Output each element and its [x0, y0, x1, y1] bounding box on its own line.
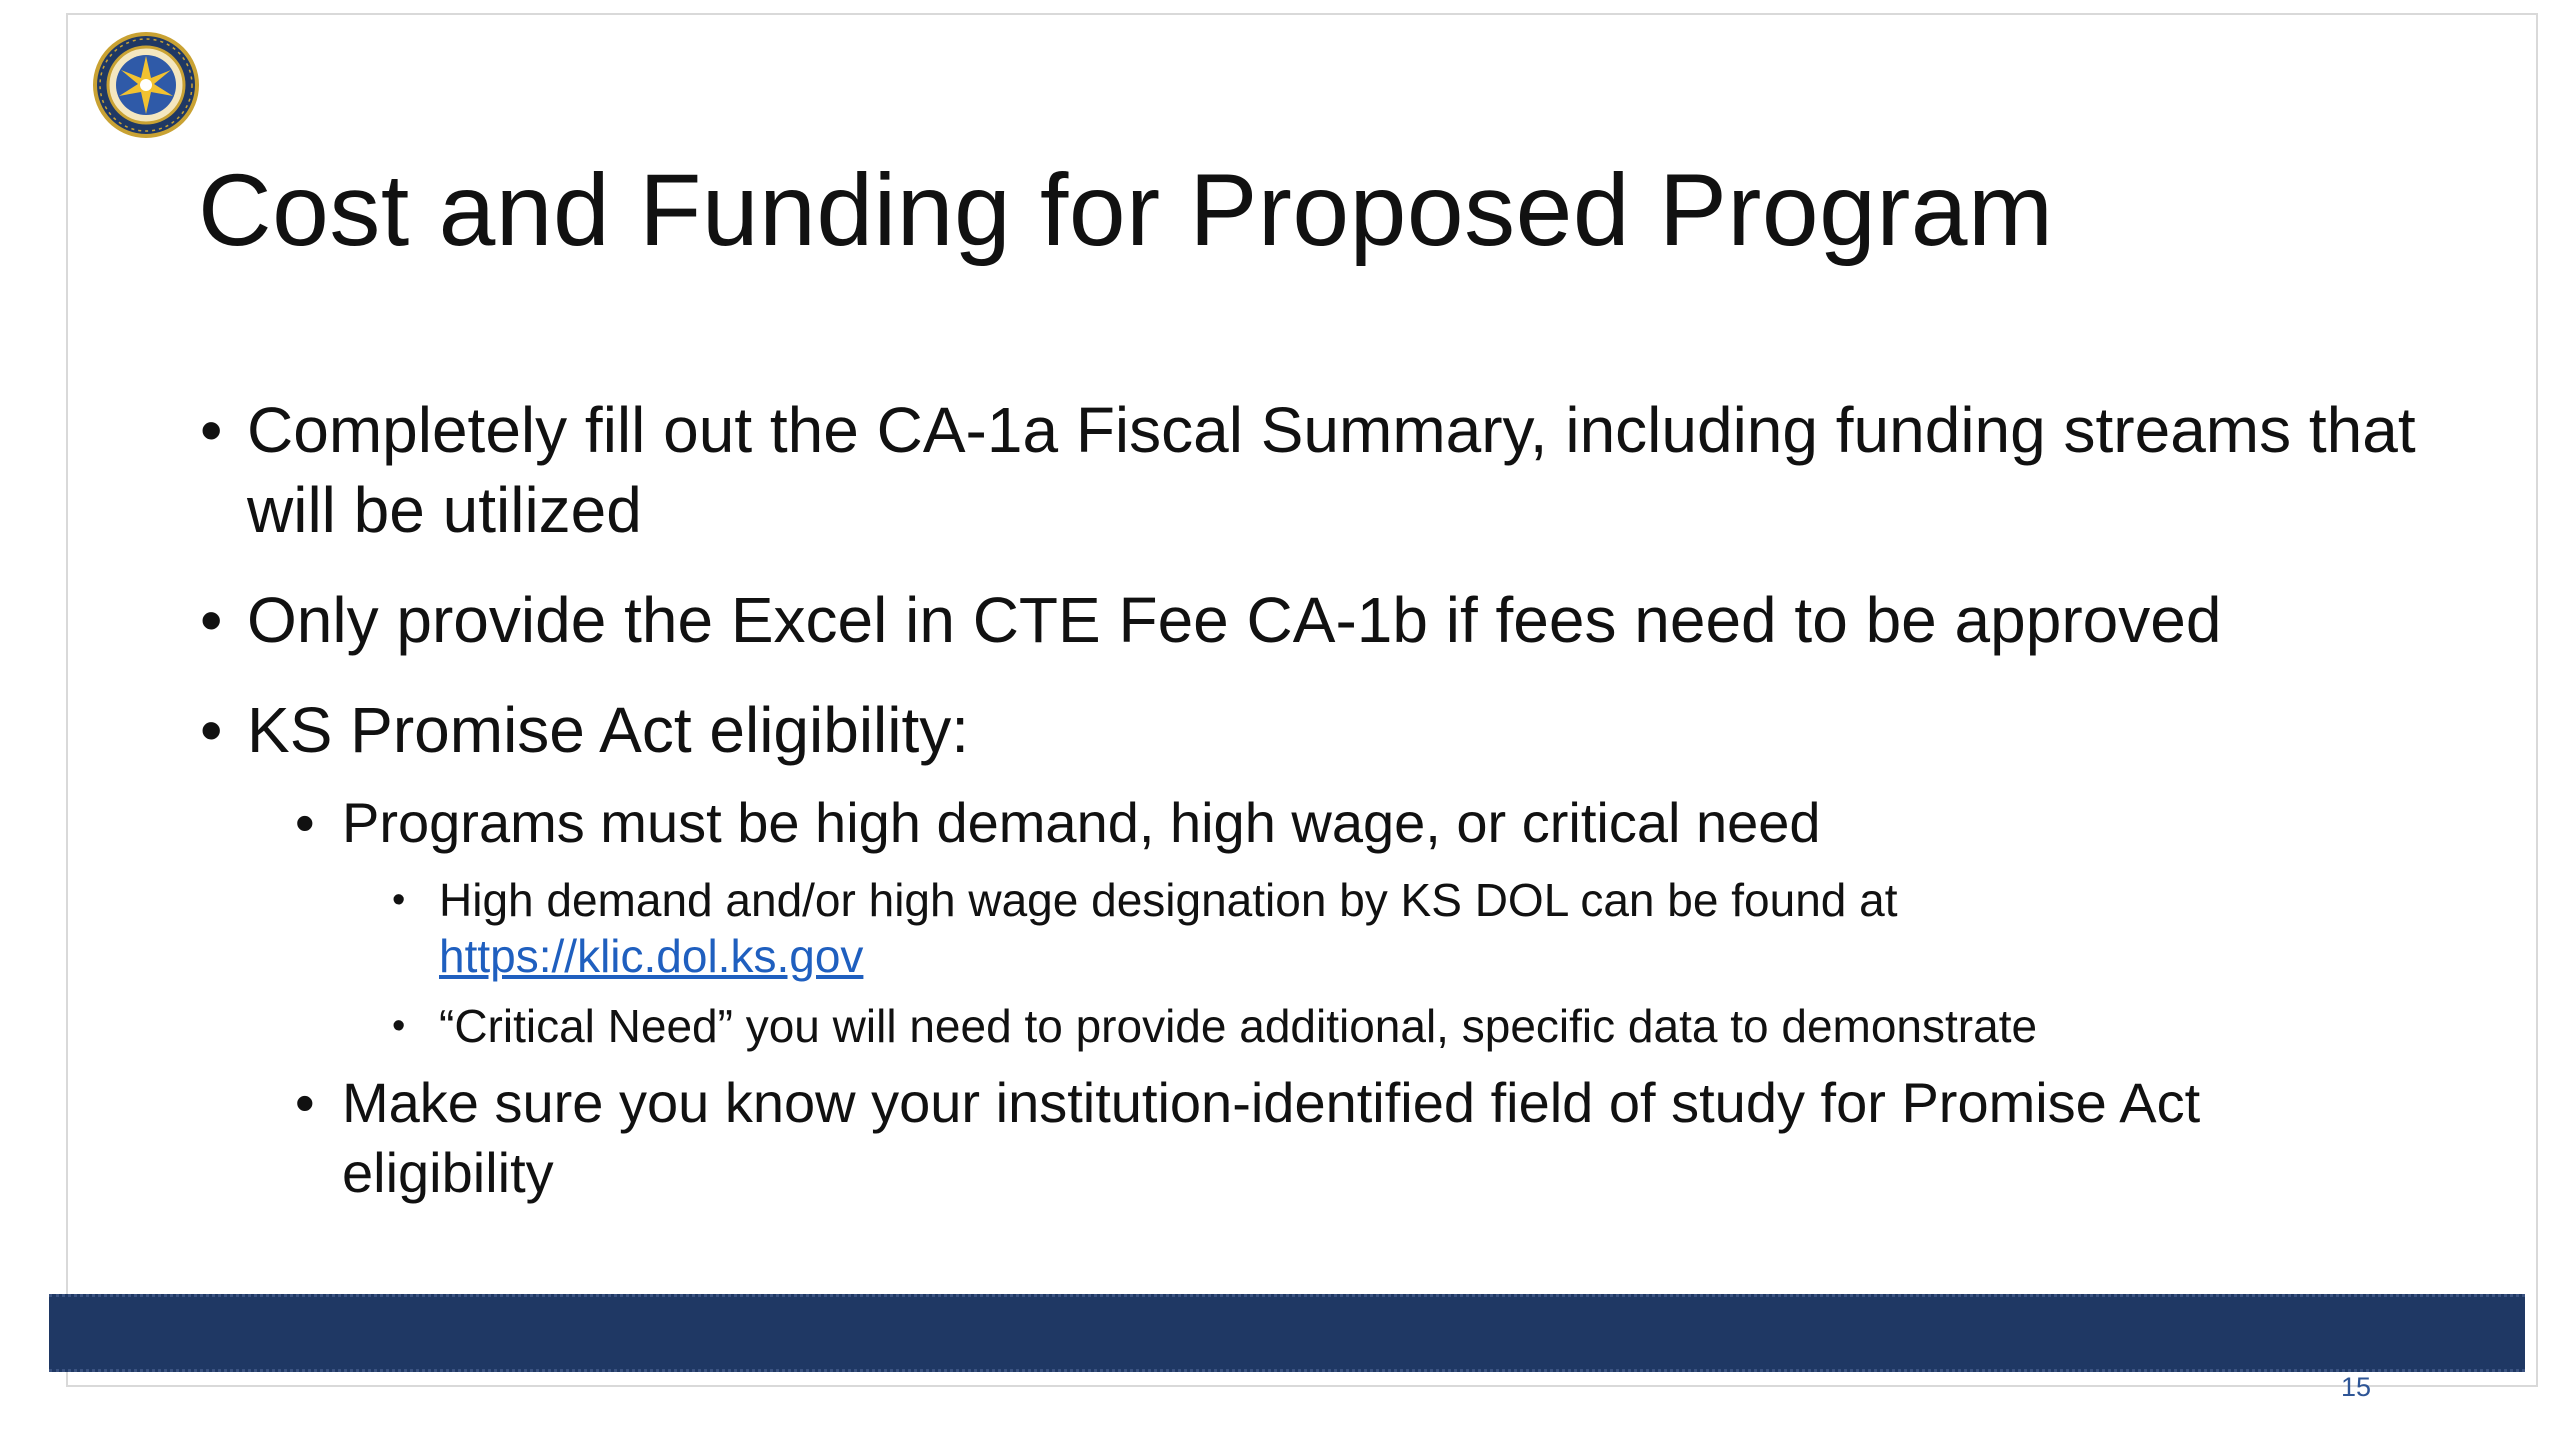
bullet-item: [198, 580, 2418, 660]
sub-bullet-text: Programs must be high demand, high wage, or critical need: [342, 791, 1821, 854]
bullet-dot-icon: •: [295, 791, 315, 854]
bullet-list: [198, 390, 2418, 1222]
bullet-dot-icon: •: [392, 1005, 406, 1047]
page-number: 15: [2340, 1372, 2372, 1402]
bullet-dot-icon: •: [200, 584, 223, 656]
bullet-dot-icon: •: [295, 1071, 315, 1134]
bullet-item: [198, 690, 2418, 770]
sub-bullet-text: Make sure you know your institution-identified field of study for Promise Act eligibility: [342, 1071, 2201, 1204]
slide-title: Cost and Funding for Proposed Program: [198, 153, 2054, 267]
bullet-dot-icon: •: [392, 879, 406, 921]
bullet-text: Completely fill out the CA-1a Fiscal Summary, including funding streams that will be utilized: [247, 394, 2416, 546]
sub-bullet-item: [295, 1068, 2418, 1208]
state-seal-icon: [93, 32, 199, 138]
sub-bullet-item: [295, 788, 2418, 858]
bullet-dot-icon: •: [200, 694, 223, 766]
sub-sub-bullet-text: High demand and/or high wage designation by KS DOL can be found at: [439, 874, 1898, 926]
bullet-item: [198, 390, 2418, 550]
bullet-dot-icon: •: [200, 394, 223, 466]
bullet-text: Only provide the Excel in CTE Fee CA-1b if fees need to be approved: [247, 584, 2222, 656]
sub-sub-bullet-text: “Critical Need” you will need to provide additional, specific data to demonstrate: [439, 1000, 2038, 1052]
klic-link[interactable]: https://klic.dol.ks.gov: [439, 930, 864, 982]
sub-sub-bullet-item: [392, 872, 2418, 984]
footer-band: [49, 1294, 2525, 1372]
sub-sub-bullet-item: [392, 998, 2418, 1054]
bullet-text: KS Promise Act eligibility:: [247, 694, 970, 766]
